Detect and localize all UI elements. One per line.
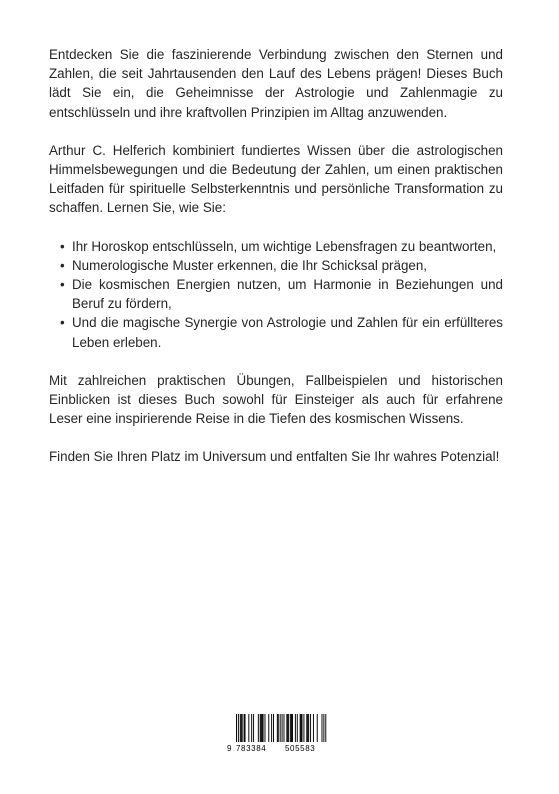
barcode-bar <box>251 714 252 743</box>
barcode-bar <box>240 714 241 743</box>
barcode-bar <box>322 714 323 743</box>
barcode-bar <box>265 714 266 743</box>
bullet-icon: • <box>60 238 65 254</box>
closing-paragraph: Finden Sie Ihren Platz im Universum und entfalten Sie Ihr wahres Potenzial! <box>49 449 500 465</box>
intro-paragraph: Entdecken Sie die faszinierende Verbindung zwischen den Sternen und Zahlen, die seit Jahrtausenden den Lauf des Lebens prägen! Dieses Buch lädt Sie ein, die Geheimnisse der Astrologie und Zahlenmagie zu entschlüsseln und ihre kraftvollen Prinzipien im Alltag anzuwenden. <box>49 47 503 120</box>
barcode-bar <box>297 714 298 743</box>
barcode-bar <box>261 714 262 743</box>
barcode-bar <box>242 714 243 743</box>
barcode-bar <box>290 714 291 743</box>
barcode-bar <box>271 714 272 743</box>
barcode-bar <box>302 714 303 743</box>
list-item-text: Und die magische Synergie von Astrologie und Zahlen für ein erfüllteres Leben erleben. <box>72 315 503 350</box>
isbn-barcode <box>227 712 333 760</box>
bullet-icon: • <box>60 277 65 293</box>
barcode-bar <box>317 714 318 743</box>
practice-paragraph: Mit zahlreichen praktischen Übungen, Fallbeispielen und historischen Einblicken ist dieses Buch sowohl für Einsteiger als auch für erfahrene Leser eine inspirierende Reise in die Tiefen des kosmischen Wissens. <box>49 372 503 427</box>
barcode-bar <box>244 714 245 743</box>
barcode-bar <box>284 714 285 743</box>
barcode-bar <box>292 714 293 743</box>
barcode-bar <box>307 714 308 743</box>
list-item <box>49 313 503 351</box>
barcode-bar <box>300 714 301 743</box>
barcode-left-digits: 783384 <box>236 744 267 753</box>
barcode-bar <box>277 714 278 743</box>
barcode-bar <box>258 714 259 743</box>
list-item-text: Die kosmischen Energien nutzen, um Harmonie in Beziehungen und Beruf zu fördern, <box>72 277 503 312</box>
list-item <box>49 256 503 275</box>
benefit-list <box>49 237 503 352</box>
author-paragraph: Arthur C. Helferich kombiniert fundiertes Wissen über die astrologischen Himmelsbewegungen und die Bedeutung der Zahlen, um einen praktischen Leitfaden für spirituelle Selbsterkenntnis und persönliche Transformation zu schaffen. Lernen Sie, wie Sie: <box>49 142 503 216</box>
barcode-bar <box>268 714 269 743</box>
barcode-right-digits: 505583 <box>285 744 316 753</box>
barcode-bar <box>313 714 314 743</box>
barcode-bar <box>310 714 311 743</box>
list-item <box>49 275 503 313</box>
barcode-bar <box>248 714 249 743</box>
barcode-first-digit: 9 <box>227 744 232 753</box>
list-item-text: Ihr Horoskop entschlüsseln, um wichtige Lebensfragen zu beantworten, <box>72 238 497 254</box>
barcode-bar <box>295 714 296 743</box>
bullet-icon: • <box>60 315 65 331</box>
barcode-bar <box>291 714 292 743</box>
barcode-bar <box>288 714 289 743</box>
barcode-bar <box>303 714 304 743</box>
barcode-bar <box>287 714 288 743</box>
barcode-bar <box>262 714 263 743</box>
barcode-bar <box>286 714 287 743</box>
barcode-bar <box>260 714 261 743</box>
list-item <box>49 237 503 256</box>
barcode-bar <box>245 714 246 743</box>
barcode-bar <box>263 714 264 743</box>
barcode-bar <box>301 714 302 743</box>
barcode-number <box>227 742 333 756</box>
barcode-bar <box>253 714 254 743</box>
barcode-bar <box>278 714 279 743</box>
barcode-bar <box>308 714 309 743</box>
barcode-bar <box>273 714 274 743</box>
barcode-bar <box>306 714 307 743</box>
list-item-text: Numerologische Muster erkennen, die Ihr Schicksal prägen, <box>72 257 428 273</box>
back-cover-text <box>49 45 503 467</box>
barcode-bar <box>241 714 242 743</box>
bullet-icon: • <box>60 257 65 273</box>
